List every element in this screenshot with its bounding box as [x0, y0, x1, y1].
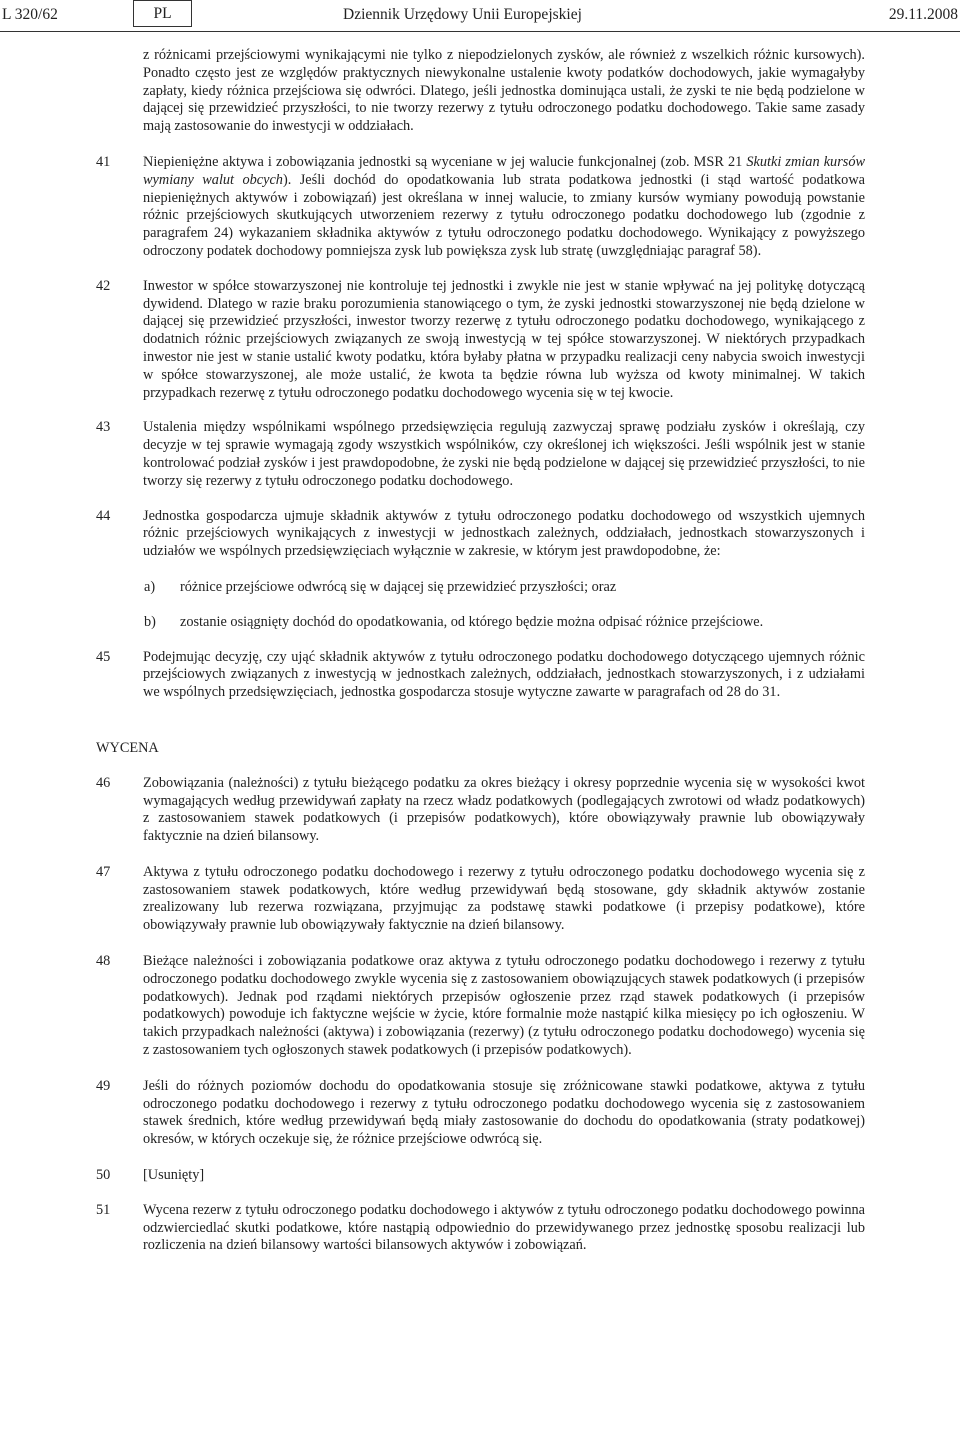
paragraph-44 [96, 507, 865, 561]
paragraph-text: ). Jeśli dochód do opodatkowania lub strata podatkowa jednostki (i stąd wartość podatkowa niepieniężnych aktywów i zobowiązań) jest określana w innej walucie, to zmiany kursów wymiany powodują powstanie różnic przejściowych skutkujących utworzeniem rezerwy z tytułu odroczonego podatku dochodowego lub (zgodnie z paragrafem 24) wykazaniem składnika aktywów z tytułu odroczonego podatku dochodowego. Wynikający z powyższego odroczony podatek dochodowy pomniejsza zysk lub powiększa zysk lub stratę (uwzględniając paragraf 58). [143, 171, 865, 259]
paragraph-number: 51 [96, 1201, 111, 1218]
standard-title: Skutki zmian kursów wymiany walut obcych [143, 153, 866, 188]
paragraph-number: 41 [96, 153, 111, 170]
paragraph-number: 46 [96, 774, 111, 791]
document-body [0, 47, 960, 1255]
paragraph-49 [96, 1077, 865, 1149]
paragraph-text: [Usunięty] [143, 1167, 205, 1184]
paragraph-text: Jednostka gospodarcza ujmuje składnik aktywów z tytułu odroczonego podatku dochodowego od wszystkich ujemnych różnic przejściowych wynikających z inwestycji w jednostkach zależnych, oddziałach, jednostkach stowarzyszonych i udziałów we wspólnych przedsięwzięciach wyłącznie w zakresie, w którym jest prawdopodobne, że: [143, 507, 865, 560]
paragraph-continuation: z różnicami przejściowymi wynikającymi nie tylko z niepodzielonych zysków, ale również z wszelkich różnic kursowych). Ponadto często jest ze względów praktycznych niewykonalne ustalenie kwoty podatków dochodowych, jakie wymagałyby zapłaty, kiedy różnica przejściowa się odwróci. Dlatego, jeśli jednostka dominująca ustali, że zyski te nie będą podzielone w dającej się przewidzieć przyszłości, to nie tworzy rezerwy z tytułu odroczonego podatku dochodowego. Takie same zasady mają zastosowanie do inwestycji w oddziałach. [143, 47, 865, 135]
list-item-text: różnice przejściowe odwrócą się w dającej się przewidzieć przyszłości; oraz [180, 578, 617, 595]
paragraph-47 [96, 863, 865, 935]
paragraph-number: 47 [96, 863, 111, 880]
paragraph-number: 45 [96, 648, 111, 665]
paragraph-text: Bieżące należności i zobowiązania podatkowe oraz aktywa z tytułu odroczonego podatku dochodowego i rezerwy z tytułu odroczonego podatku dochodowego zwykle wycenia się z zastosowaniem obowiązujących stawek podatkowych (i przepisów podatkowych). Jednak pod rządami niektórych przepisów ogłoszenie przez rząd stawek podatkowych (i przepisów podatkowych) powoduje ich faktyczne wejście w życie, które formalnie może nastąpić kilka miesięcy po ich ogłoszeniu. W takich przypadkach należności (aktywa) i zobowiązania (rezerwy) (z tytułu odroczonego podatku dochodowego) wycenia się z zastosowaniem tych ogłoszonych stawek podatkowych (i przepisów podatkowych). [143, 953, 865, 1059]
list-item [144, 613, 865, 632]
paragraph-43 [96, 419, 865, 490]
paragraph-number: 49 [96, 1077, 111, 1094]
paragraph-text: Wycena rezerw z tytułu odroczonego podatku dochodowego i aktywów z tytułu odroczonego podatku dochodowego powinna odzwierciedlać skutki podatkowe, które nastąpią odpowiednio do przewidywanego przez jednostkę sposobu realizacji lub rozliczenia na dzień bilansowy wartości bilansowych aktywów i zobowiązań. [143, 1201, 865, 1254]
language-code-box: PL [133, 0, 192, 27]
header-divider [0, 31, 960, 32]
publication-date: 29.11.2008 [888, 6, 958, 23]
paragraph-text: Aktywa z tytułu odroczonego podatku dochodowego i rezerwy z tytułu odroczonego podatku dochodowego wycenia się z zastosowaniem stawek podatkowych, które według przewidywań będą stosowane, gdy składnik aktywów zostanie zrealizowany lub rezerwa rozwiązana, przyjmując za podstawę stawki podatkowe (i przepisy podatkowe), które obowiązywały prawnie lub obowiązywały faktycznie na dzień bilansowy. [143, 863, 865, 934]
list-item [144, 578, 865, 597]
paragraph-text: Inwestor w spółce stowarzyszonej nie kontroluje tej jednostki i zwykle nie jest w stanie wpływać na jej politykę dotyczącą dywidend. Dlatego w razie braku porozumienia stanowiącego o tym, że zyski jednostki stowarzyszonej nie będą dzielone w dającej się przewidzieć przyszłości, inwestor tworzy rezerwę z tytułu odroczonego podatku dochodowego, wynikającego z dodatnich różnic przejściowych związanych ze swoją inwestycją w tej spółce stowarzyszonej. W niektórych przypadkach inwestor nie jest w stanie ustalić kwoty podatku, która byłaby płatna w przypadku realizacji ceny nabycia swoich inwestycji w spółce stowarzyszonej, ale może ustalić, że kwota ta będzie równa lub wyższa od kwoty minimalnej. W takich przypadkach rezerwę z tytułu odroczonego podatku dochodowego wycenia się w tej kwocie. [143, 277, 865, 401]
paragraph-number: 50 [96, 1167, 111, 1184]
journal-title: Dziennik Urzędowy Unii Europejskiej [343, 6, 582, 23]
paragraph-text: Ustalenia między wspólnikami wspólnego przedsięwzięcia regulują zazwyczaj sprawę podziału zysków i określają, czy decyzje w tej sprawie wymagają zgody wszystkich wspólników, czy określonej ich większości. Jeśli wspólnik jest w stanie kontrolować podział zysków i jest prawdopodobne, że zyski nie będą podzielone w dającej się przewidzieć przyszłości, to nie tworzy się rezerwy z tytułu odroczonego podatku dochodowego. [143, 419, 865, 489]
list-item-letter: a) [144, 578, 156, 595]
page-header [0, 0, 960, 30]
paragraph-46 [96, 774, 865, 846]
paragraph-number: 44 [96, 507, 111, 524]
list-item-text: zostanie osiągnięty dochód do opodatkowania, od którego będzie można odpisać różnice przejściowe. [180, 613, 764, 630]
paragraph-42 [96, 277, 865, 403]
paragraph-48 [96, 953, 865, 1060]
list-item-letter: b) [144, 613, 156, 630]
paragraph-text: Niepieniężne aktywa i zobowiązania jednostki są wyceniane w jej walucie funkcjonalnej (zob. MSR 21 [143, 153, 747, 170]
paragraph-text: Zobowiązania (należności) z tytułu bieżącego podatku za okres bieżący i okresy poprzednie wycenia się w wysokości kwot wymagających według przewidywań zapłaty na rzecz władz podatkowych (podlegających zwrotowi od władz podatkowych) z zastosowaniem stawek podatkowych (i przepisów podatkowych), które obowiązywały prawnie lub obowiązywały faktycznie na dzień bilansowy. [143, 774, 865, 845]
paragraph-50 [96, 1167, 865, 1185]
section-heading: WYCENA [96, 739, 159, 756]
paragraph-51 [96, 1201, 865, 1255]
paragraph-text: Jeśli do różnych poziomów dochodu do opodatkowania stosuje się zróżnicowane stawki podatkowe, aktywa z tytułu odroczonego podatku dochodowego i rezerwy z tytułu odroczonego podatku dochodowego wycenia się z zastosowaniem stawek średnich, które według przewidywań będą miały zastosowanie do dochodu do opodatkowania (straty podatkowej) okresów, w których oczekuje się, że różnice przejściowe odwrócą się. [143, 1077, 865, 1148]
paragraph-text: Podejmując decyzję, czy ująć składnik aktywów z tytułu odroczonego podatku dochodowego dotyczącego ujemnych różnic przejściowych związanych z inwestycją w jednostkach zależnych, oddziałach, jednostkach stowarzyszonych, i z udziałami we wspólnych przedsięwzięciach, jednostka gospodarcza stosuje wytyczne zawarte w paragrafach od 28 do 31. [143, 648, 865, 701]
paragraph-number: 43 [96, 419, 111, 436]
paragraph-number: 42 [96, 277, 111, 294]
paragraph-41 [96, 153, 866, 261]
paragraph-number: 48 [96, 953, 111, 970]
page-reference: L 320/62 [2, 6, 58, 23]
paragraph-45 [96, 648, 865, 702]
